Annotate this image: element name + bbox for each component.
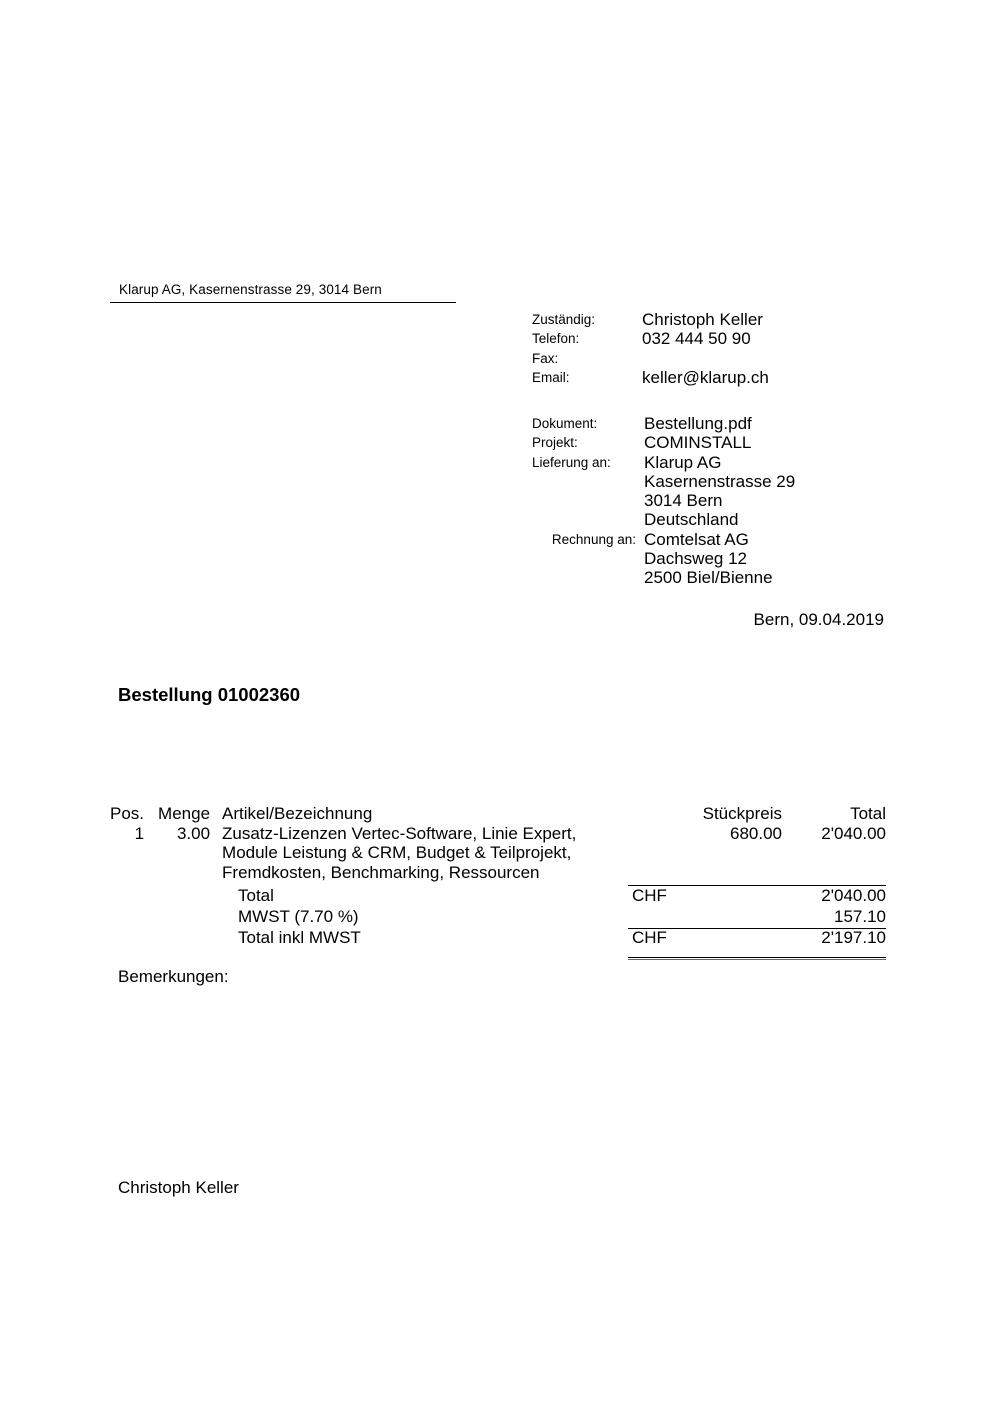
delivery-address-name: Klarup AG	[644, 452, 722, 472]
meta-label-dokument: Dokument:	[532, 416, 598, 431]
column-header-total: Total	[850, 804, 886, 823]
table-header-row	[110, 804, 886, 824]
document-details-block	[532, 414, 795, 588]
meta-row	[532, 549, 795, 568]
totals-label-subtotal: Total	[238, 886, 274, 905]
remarks-label: Bemerkungen:	[118, 967, 229, 986]
description-line: Module Leistung & CRM, Budget & Teilprojekt,	[222, 843, 572, 863]
column-header-description: Artikel/Bezeichnung	[222, 804, 373, 823]
meta-value-dokument: Bestellung.pdf	[644, 414, 752, 433]
delivery-address-country: Deutschland	[644, 510, 739, 530]
table-row	[110, 824, 886, 883]
sender-address-block	[110, 281, 456, 303]
cell-total: 2'040.00	[821, 823, 886, 843]
cell-pos: 1	[134, 823, 145, 843]
meta-label-blank	[532, 549, 644, 568]
totals-currency-subtotal: CHF	[632, 886, 667, 905]
totals-amount-group	[628, 906, 886, 927]
meta-row	[532, 510, 795, 529]
meta-row	[532, 310, 769, 329]
description-line: Fremdkosten, Benchmarking, Ressourcen	[222, 862, 540, 882]
billing-address-street: Dachsweg 12	[644, 549, 748, 569]
meta-row	[532, 414, 795, 433]
totals-currency-vat	[628, 906, 768, 927]
totals-block	[238, 885, 886, 948]
meta-value-projekt: COMINSTALL	[644, 433, 752, 453]
meta-row	[532, 453, 795, 472]
totals-label-grand-total: Total inkl MWST	[238, 928, 361, 947]
contact-label-zustaendig: Zuständig:	[532, 312, 596, 327]
description-line: Zusatz-Lizenzen Vertec-Software, Linie Expert,	[222, 823, 577, 843]
sender-address-line: Klarup AG, Kasernenstrasse 29, 3014 Bern	[119, 282, 382, 297]
totals-row-grand-total	[238, 927, 886, 948]
totals-row-vat	[238, 906, 886, 927]
meta-label-blank	[532, 568, 644, 587]
meta-row	[532, 568, 795, 587]
totals-value-subtotal: 2'040.00	[821, 886, 886, 905]
totals-value-vat: 157.10	[834, 907, 886, 926]
meta-label-rechnung-an: Rechnung an:	[551, 531, 636, 547]
contact-value-telefon: 032 444 50 90	[642, 329, 751, 349]
meta-row	[532, 433, 795, 452]
billing-address-name: Comtelsat AG	[644, 529, 749, 549]
meta-row	[532, 329, 769, 348]
contact-label-telefon: Telefon:	[532, 331, 580, 347]
delivery-address-city: 3014 Bern	[644, 491, 723, 511]
contact-label-email: Email:	[532, 369, 570, 385]
contact-value-zustaendig: Christoph Keller	[642, 310, 763, 329]
meta-label-lieferung-an: Lieferung an:	[532, 454, 611, 470]
meta-row	[532, 472, 795, 491]
meta-row	[532, 368, 769, 387]
totals-row-subtotal	[238, 885, 886, 906]
totals-bottom-divider	[628, 957, 886, 960]
meta-label-blank	[532, 472, 644, 491]
meta-label-blank	[532, 491, 644, 510]
signature-name: Christoph Keller	[118, 1178, 239, 1197]
totals-amount-group	[628, 885, 886, 906]
billing-address-city: 2500 Biel/Bienne	[644, 568, 773, 588]
cell-unit-price: 680.00	[730, 823, 782, 843]
meta-row	[532, 349, 769, 368]
contact-value-fax	[642, 349, 769, 368]
meta-label-projekt: Projekt:	[532, 435, 578, 451]
totals-value-grand-total: 2'197.10	[821, 928, 886, 947]
sender-divider	[110, 302, 456, 303]
totals-label-vat: MWST (7.70 %)	[238, 907, 359, 926]
totals-amount-group	[628, 927, 886, 948]
contact-value-email: keller@klarup.ch	[642, 367, 769, 387]
contact-details-block	[532, 310, 769, 387]
totals-currency-grand-total: CHF	[632, 928, 667, 947]
cell-menge: 3.00	[176, 823, 211, 843]
column-header-unit-price: Stückpreis	[702, 804, 782, 823]
page-title: Bestellung 01002360	[118, 684, 301, 705]
place-and-date: Bern, 09.04.2019	[753, 610, 884, 629]
meta-row	[532, 491, 795, 510]
meta-row	[532, 530, 795, 549]
delivery-address-street: Kasernenstrasse 29	[644, 471, 796, 491]
column-header-pos: Pos.	[110, 804, 145, 823]
cell-description	[222, 824, 672, 883]
column-header-menge: Menge	[158, 804, 211, 823]
line-items-table	[110, 804, 886, 882]
meta-label-blank	[532, 510, 644, 529]
contact-label-fax: Fax:	[532, 350, 559, 366]
